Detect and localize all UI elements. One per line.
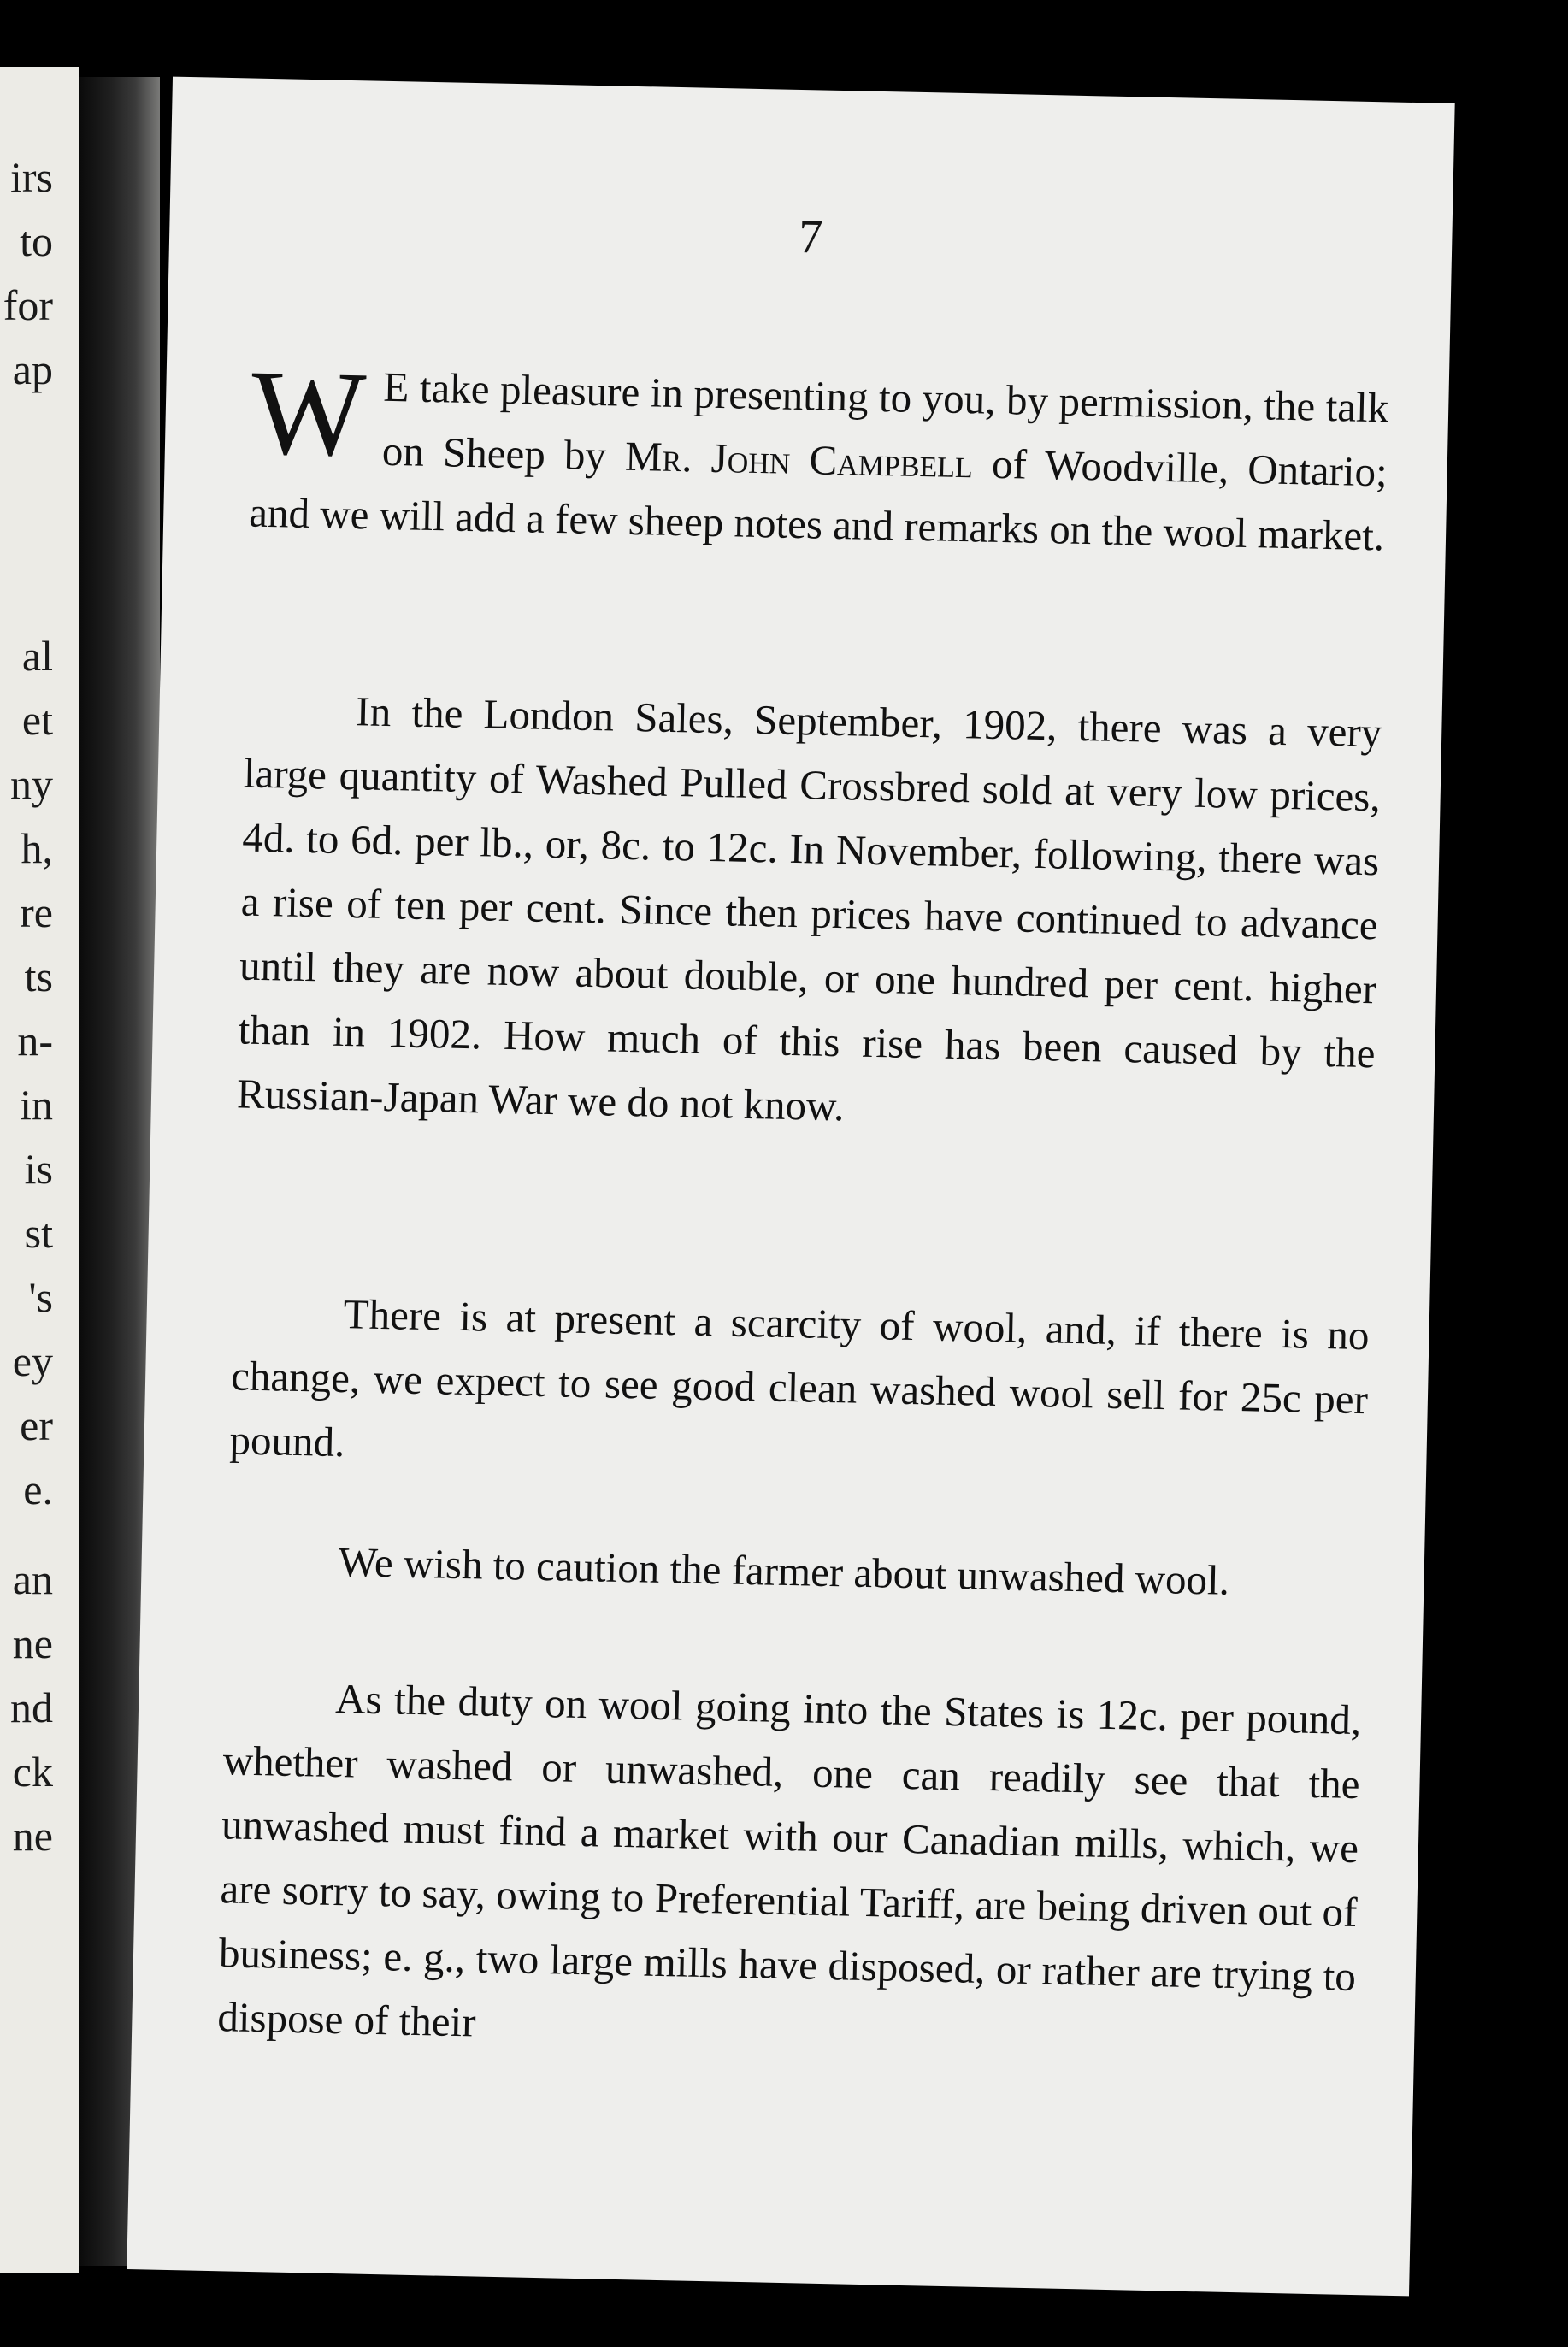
facing-page-fragment: irs — [10, 153, 53, 201]
facing-page-fragment: nd — [10, 1684, 53, 1731]
facing-page-fragment: an — [12, 1555, 53, 1603]
facing-page-fragment: er — [20, 1401, 53, 1449]
wool-scarcity-paragraph: There is at present a scarcity of wool, and, if there is no change, we expect to see good clean washed wool sell for 25c per pound. — [229, 1290, 1371, 1466]
facing-page-fragment: ny — [10, 760, 53, 808]
facing-page-fragment: ck — [12, 1748, 53, 1796]
intro-text-start: E take pleasure in presenting to you, by permission, the talk on Sheep by — [381, 363, 1389, 480]
facing-page-fragment: n- — [17, 1017, 53, 1064]
page-number: 7 — [798, 209, 823, 264]
facing-page-fragment: ne — [12, 1812, 53, 1860]
facing-page-fragment: for — [3, 281, 53, 329]
intro-text-end: of Woodville, Ontario; and we will add a few sheep notes and remarks on the wool market. — [248, 439, 1388, 560]
drop-cap: W — [250, 344, 368, 482]
duty-paragraph: As the duty on wool going into the States is 12c. per pound, whether washed or unwashed, one can readily see that the unwashed must find a market with our Canadian mills, which, we are sorry to say, owing to Preferential Tariff, are being driven out of business; e. g., two large mills have disposed, or rather are trying to dispose of their — [216, 1674, 1362, 2046]
facing-page-fragment: al — [21, 632, 53, 680]
facing-page-fragment: et — [21, 696, 53, 744]
book-page — [127, 77, 1454, 2297]
facing-page-fragment: h, — [21, 824, 53, 872]
facing-page-fragment: e. — [23, 1465, 53, 1513]
caution-paragraph: We wish to caution the farmer about unwashed wool. — [338, 1538, 1230, 1604]
author-name: Mr. John Campbell — [624, 432, 974, 487]
facing-page-fragment: ey — [12, 1337, 53, 1385]
facing-page-edge — [0, 67, 79, 2273]
facing-page-fragment: ap — [12, 345, 53, 393]
intro-paragraph — [248, 344, 1389, 569]
facing-page-fragment: ts — [24, 952, 53, 1000]
london-sales-paragraph: In the London Sales, September, 1902, there was a very large quantity of Washed Pulled Crossbred sold at very low prices, 4d. to 6d. per lb., or, 8c. to 12c. In November, following, there was a rise of ten per cent. Since then prices have continued to advance until they are now about double, or one hundred per cent. higher than in 1902. How much of this rise has been caused by the Russian-Japan War we do not know. — [236, 687, 1382, 1130]
facing-page-fragment: ne — [12, 1619, 53, 1667]
facing-page-fragment: in — [20, 1081, 53, 1129]
facing-page-fragment: to — [20, 217, 53, 265]
facing-page-fragment: st — [24, 1209, 53, 1257]
facing-page-fragment: re — [20, 888, 53, 936]
facing-page-fragment: 's — [28, 1273, 53, 1321]
facing-page-fragment: is — [24, 1145, 53, 1193]
